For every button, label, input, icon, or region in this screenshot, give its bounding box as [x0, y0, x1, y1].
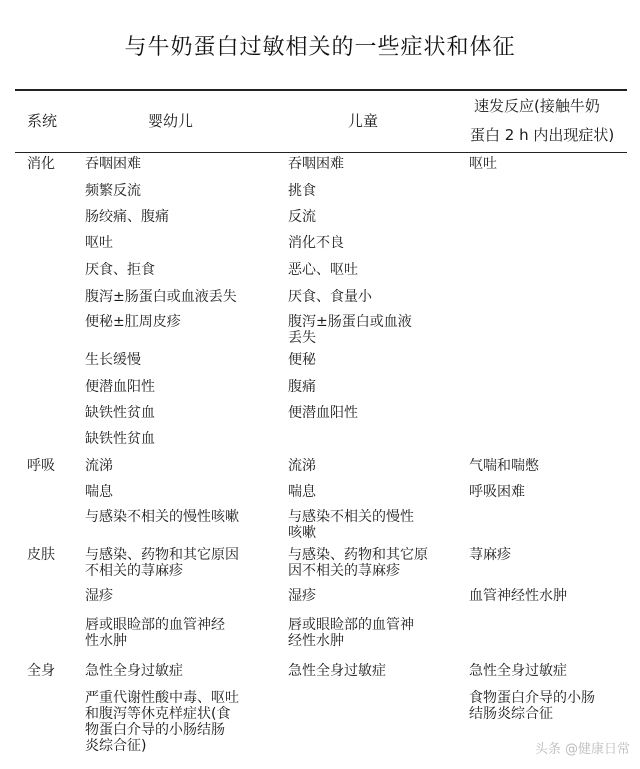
child-symptom: 因不相关的荨麻疹: [288, 563, 400, 579]
infant-symptom: 喘息: [85, 484, 113, 500]
child-symptom: 厌食、食量小: [288, 289, 372, 305]
infant-symptom: 物蛋白介导的小肠结肠: [85, 722, 225, 738]
system-label: 皮肤: [27, 547, 55, 563]
child-symptom: 反流: [288, 209, 316, 225]
child-symptom: 流涕: [288, 458, 316, 474]
child-symptom: 腹泻±肠蛋白或血液: [288, 314, 412, 330]
header-rule: [15, 152, 627, 153]
infant-symptom: 流涕: [85, 458, 113, 474]
infant-symptom: 生长缓慢: [85, 352, 141, 368]
header-system: 系统: [27, 112, 58, 130]
child-symptom: 便潜血阳性: [288, 405, 358, 421]
child-symptom: 消化不良: [288, 235, 344, 251]
infant-symptom: 厌食、拒食: [85, 262, 155, 278]
infant-symptom: 唇或眼睑部的血管神经: [85, 617, 225, 633]
child-symptom: 恶心、呕吐: [288, 262, 358, 278]
infant-symptom: 吞咽困难: [85, 156, 141, 172]
infant-symptom: 便潜血阳性: [85, 379, 155, 395]
infant-symptom: 与感染不相关的慢性咳嗽: [85, 509, 239, 525]
child-symptom: 喘息: [288, 484, 316, 500]
system-label: 全身: [27, 663, 55, 679]
infant-symptom: 频繁反流: [85, 183, 141, 199]
child-symptom: 经性水肿: [288, 633, 344, 649]
child-symptom: 湿疹: [288, 588, 316, 604]
rapid-symptom: 气喘和喘憋: [469, 458, 539, 474]
rapid-symptom: 呕吐: [469, 156, 497, 172]
rapid-symptom: 急性全身过敏症: [469, 663, 567, 679]
infant-symptom: 性水肿: [85, 633, 127, 649]
child-symptom: 吞咽困难: [288, 156, 344, 172]
watermark: 头条 @健康日常: [534, 742, 630, 757]
header-child: 儿童: [348, 112, 379, 130]
infant-symptom: 急性全身过敏症: [85, 663, 183, 679]
infant-symptom: 与感染、药物和其它原因: [85, 547, 239, 563]
infant-symptom: 严重代谢性酸中毒、呕吐: [85, 690, 239, 706]
child-symptom: 丢失: [288, 330, 316, 346]
infant-symptom: 肠绞痛、腹痛: [85, 209, 169, 225]
system-label: 呼吸: [27, 458, 55, 474]
rapid-symptom: 呼吸困难: [469, 484, 525, 500]
child-symptom: 与感染不相关的慢性: [288, 509, 414, 525]
infant-symptom: 缺铁性贫血: [85, 405, 155, 421]
rapid-symptom: 食物蛋白介导的小肠: [469, 690, 595, 706]
child-symptom: 急性全身过敏症: [288, 663, 386, 679]
top-rule: [15, 89, 627, 91]
child-symptom: 腹痛: [288, 379, 316, 395]
infant-symptom: 腹泻±肠蛋白或血液丢失: [85, 289, 237, 305]
infant-symptom: 呕吐: [85, 235, 113, 251]
infant-symptom: 缺铁性贫血: [85, 431, 155, 447]
system-label: 消化: [27, 156, 55, 172]
child-symptom: 唇或眼睑部的血管神: [288, 617, 414, 633]
rapid-symptom: 结肠炎综合征: [469, 706, 553, 722]
header-infant: 婴幼儿: [148, 112, 194, 130]
infant-symptom: 便秘±肛周皮疹: [85, 314, 181, 330]
header-rapid-line1: 速发反应(接触牛奶: [474, 97, 600, 115]
infant-symptom: 湿疹: [85, 588, 113, 604]
child-symptom: 咳嗽: [288, 525, 316, 541]
rapid-symptom: 荨麻疹: [469, 547, 511, 563]
child-symptom: 便秘: [288, 352, 316, 368]
header-rapid-line2: 蛋白 2 h 内出现症状): [470, 126, 615, 144]
child-symptom: 与感染、药物和其它原: [288, 547, 428, 563]
infant-symptom: 和腹泻等休克样症状(食: [85, 706, 231, 722]
infant-symptom: 炎综合征): [85, 738, 147, 754]
rapid-symptom: 血管神经性水肿: [469, 588, 567, 604]
infant-symptom: 不相关的荨麻疹: [85, 563, 183, 579]
child-symptom: 挑食: [288, 183, 316, 199]
table-title: 与牛奶蛋白过敏相关的一些症状和体征: [124, 35, 516, 60]
